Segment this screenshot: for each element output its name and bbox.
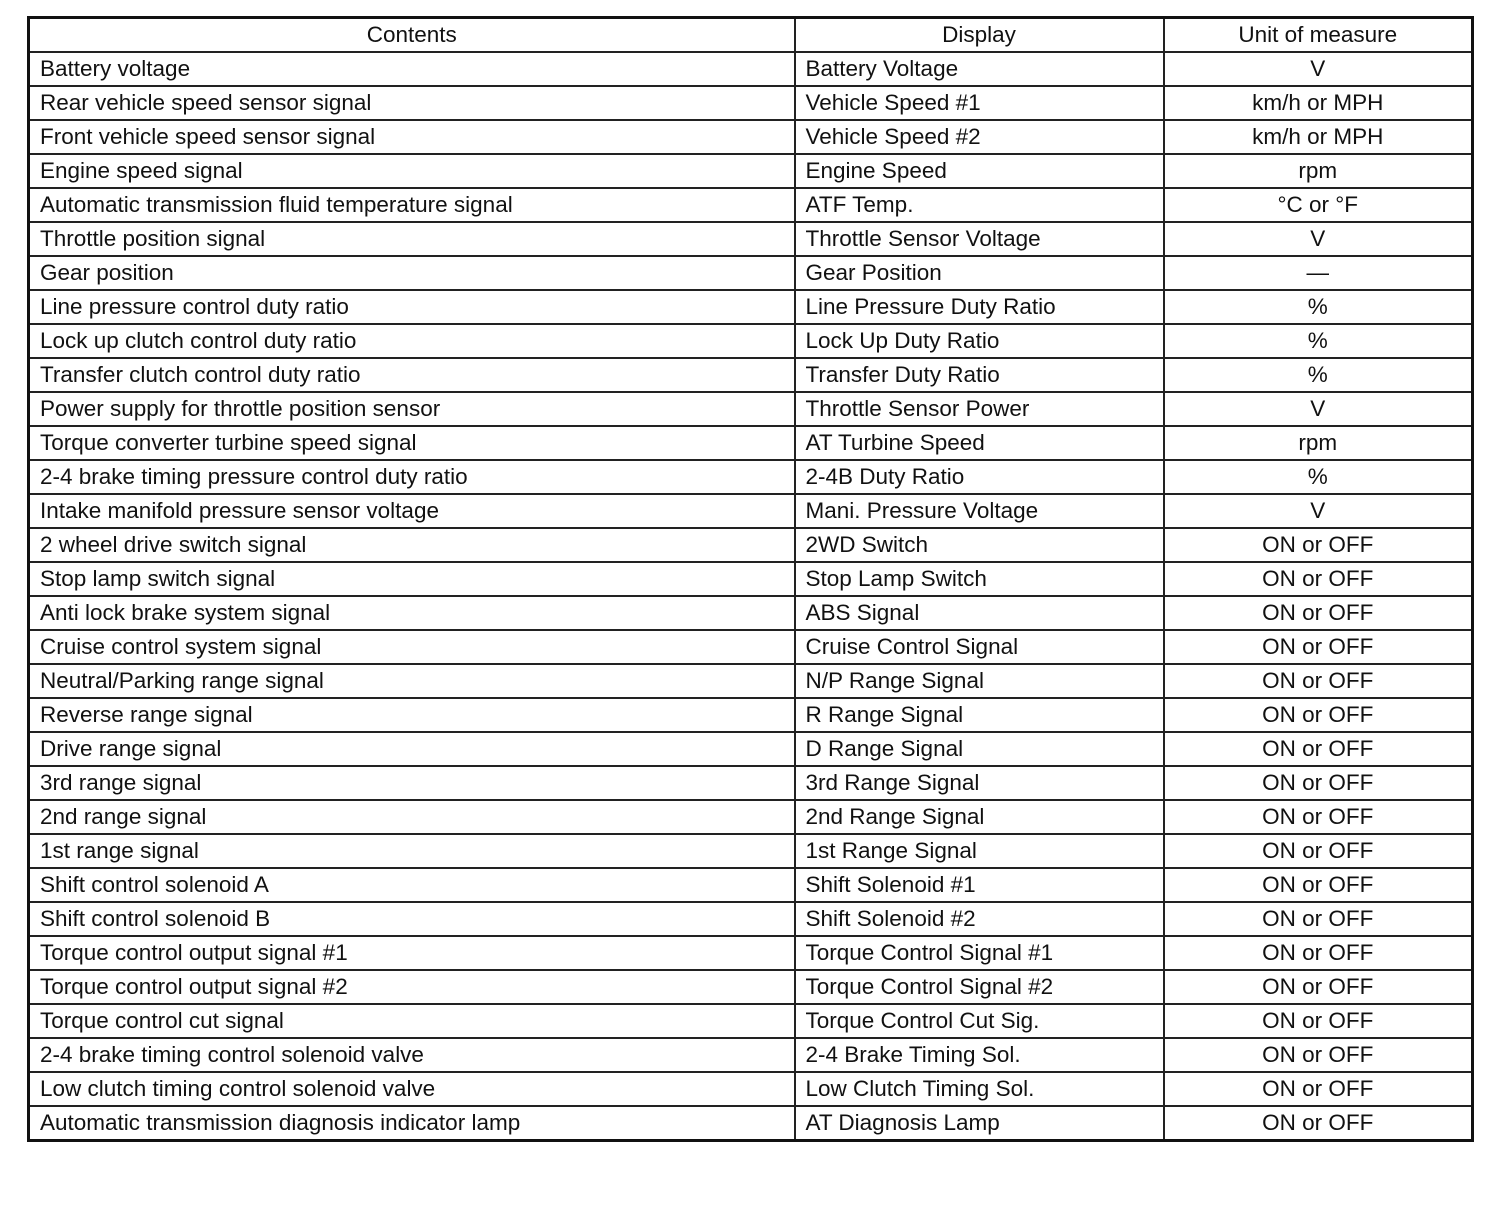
cell-display: ATF Temp. <box>795 188 1164 222</box>
cell-display: 1st Range Signal <box>795 834 1164 868</box>
cell-unit: ON or OFF <box>1164 868 1473 902</box>
cell-unit: ON or OFF <box>1164 528 1473 562</box>
cell-contents: Shift control solenoid B <box>29 902 795 936</box>
table-row <box>29 936 1473 970</box>
cell-unit: ON or OFF <box>1164 970 1473 1004</box>
cell-display: Stop Lamp Switch <box>795 562 1164 596</box>
cell-display: N/P Range Signal <box>795 664 1164 698</box>
table-row <box>29 358 1473 392</box>
cell-unit: V <box>1164 52 1473 86</box>
cell-unit: ON or OFF <box>1164 766 1473 800</box>
table-row <box>29 630 1473 664</box>
table-row <box>29 188 1473 222</box>
cell-display: Torque Control Signal #1 <box>795 936 1164 970</box>
cell-unit: % <box>1164 290 1473 324</box>
table-row <box>29 596 1473 630</box>
table-header-row <box>29 18 1473 53</box>
document-sheet <box>27 16 1471 1142</box>
cell-contents: Power supply for throttle position sensor <box>29 392 795 426</box>
cell-display: D Range Signal <box>795 732 1164 766</box>
cell-display: 2nd Range Signal <box>795 800 1164 834</box>
cell-contents: 1st range signal <box>29 834 795 868</box>
cell-unit: V <box>1164 392 1473 426</box>
cell-display: Lock Up Duty Ratio <box>795 324 1164 358</box>
cell-unit: ON or OFF <box>1164 732 1473 766</box>
cell-contents: Reverse range signal <box>29 698 795 732</box>
cell-contents: Shift control solenoid A <box>29 868 795 902</box>
cell-display: Shift Solenoid #2 <box>795 902 1164 936</box>
cell-unit: km/h or MPH <box>1164 120 1473 154</box>
cell-display: R Range Signal <box>795 698 1164 732</box>
table-row <box>29 222 1473 256</box>
cell-contents: Throttle position signal <box>29 222 795 256</box>
cell-contents: Torque control cut signal <box>29 1004 795 1038</box>
table-row <box>29 970 1473 1004</box>
cell-contents: Automatic transmission fluid temperature signal <box>29 188 795 222</box>
cell-contents: Cruise control system signal <box>29 630 795 664</box>
table-row <box>29 1072 1473 1106</box>
cell-unit: ON or OFF <box>1164 562 1473 596</box>
table-row <box>29 562 1473 596</box>
table-row <box>29 664 1473 698</box>
cell-contents: Torque control output signal #1 <box>29 936 795 970</box>
cell-unit: ON or OFF <box>1164 902 1473 936</box>
table-row <box>29 154 1473 188</box>
cell-contents: Transfer clutch control duty ratio <box>29 358 795 392</box>
cell-contents: Intake manifold pressure sensor voltage <box>29 494 795 528</box>
cell-display: 2-4 Brake Timing Sol. <box>795 1038 1164 1072</box>
cell-display: Low Clutch Timing Sol. <box>795 1072 1164 1106</box>
cell-unit: ON or OFF <box>1164 698 1473 732</box>
cell-unit: % <box>1164 358 1473 392</box>
cell-unit: °C or °F <box>1164 188 1473 222</box>
cell-unit: ON or OFF <box>1164 664 1473 698</box>
header-display: Display <box>795 18 1164 53</box>
cell-display: Torque Control Cut Sig. <box>795 1004 1164 1038</box>
cell-contents: Stop lamp switch signal <box>29 562 795 596</box>
table-row <box>29 732 1473 766</box>
monitor-items-table <box>27 16 1474 1142</box>
cell-display: AT Turbine Speed <box>795 426 1164 460</box>
table-row <box>29 324 1473 358</box>
cell-display: 2WD Switch <box>795 528 1164 562</box>
table-row <box>29 86 1473 120</box>
table-row <box>29 392 1473 426</box>
table-row <box>29 902 1473 936</box>
cell-unit: V <box>1164 222 1473 256</box>
cell-unit: — <box>1164 256 1473 290</box>
cell-unit: % <box>1164 460 1473 494</box>
cell-unit: ON or OFF <box>1164 834 1473 868</box>
table-row <box>29 426 1473 460</box>
table-row <box>29 868 1473 902</box>
cell-contents: Front vehicle speed sensor signal <box>29 120 795 154</box>
cell-display: Shift Solenoid #1 <box>795 868 1164 902</box>
header-contents: Contents <box>29 18 795 53</box>
cell-unit: ON or OFF <box>1164 630 1473 664</box>
cell-display: Gear Position <box>795 256 1164 290</box>
table-row <box>29 1004 1473 1038</box>
cell-unit: V <box>1164 494 1473 528</box>
cell-display: Transfer Duty Ratio <box>795 358 1164 392</box>
cell-contents: Drive range signal <box>29 732 795 766</box>
cell-unit: rpm <box>1164 154 1473 188</box>
cell-contents: Gear position <box>29 256 795 290</box>
table-row <box>29 460 1473 494</box>
cell-display: Line Pressure Duty Ratio <box>795 290 1164 324</box>
table-row <box>29 698 1473 732</box>
table-row <box>29 1106 1473 1141</box>
cell-display: Vehicle Speed #1 <box>795 86 1164 120</box>
cell-display: AT Diagnosis Lamp <box>795 1106 1164 1141</box>
cell-display: Throttle Sensor Power <box>795 392 1164 426</box>
cell-display: ABS Signal <box>795 596 1164 630</box>
table-row <box>29 52 1473 86</box>
cell-unit: ON or OFF <box>1164 1072 1473 1106</box>
cell-contents: Battery voltage <box>29 52 795 86</box>
cell-contents: Torque converter turbine speed signal <box>29 426 795 460</box>
cell-contents: Engine speed signal <box>29 154 795 188</box>
table-row <box>29 290 1473 324</box>
cell-unit: rpm <box>1164 426 1473 460</box>
header-unit: Unit of measure <box>1164 18 1473 53</box>
cell-display: Vehicle Speed #2 <box>795 120 1164 154</box>
table-row <box>29 766 1473 800</box>
cell-unit: ON or OFF <box>1164 1106 1473 1141</box>
cell-contents: 2 wheel drive switch signal <box>29 528 795 562</box>
cell-display: Engine Speed <box>795 154 1164 188</box>
cell-display: 2-4B Duty Ratio <box>795 460 1164 494</box>
cell-contents: 3rd range signal <box>29 766 795 800</box>
cell-display: Torque Control Signal #2 <box>795 970 1164 1004</box>
table-row <box>29 494 1473 528</box>
cell-contents: Automatic transmission diagnosis indicator lamp <box>29 1106 795 1141</box>
cell-display: 3rd Range Signal <box>795 766 1164 800</box>
cell-unit: km/h or MPH <box>1164 86 1473 120</box>
cell-contents: Line pressure control duty ratio <box>29 290 795 324</box>
cell-contents: Lock up clutch control duty ratio <box>29 324 795 358</box>
cell-unit: ON or OFF <box>1164 800 1473 834</box>
table-row <box>29 800 1473 834</box>
cell-unit: % <box>1164 324 1473 358</box>
table-row <box>29 528 1473 562</box>
cell-contents: Low clutch timing control solenoid valve <box>29 1072 795 1106</box>
cell-contents: 2nd range signal <box>29 800 795 834</box>
cell-contents: 2-4 brake timing control solenoid valve <box>29 1038 795 1072</box>
cell-contents: 2-4 brake timing pressure control duty ratio <box>29 460 795 494</box>
table-row <box>29 120 1473 154</box>
cell-display: Cruise Control Signal <box>795 630 1164 664</box>
table-row <box>29 256 1473 290</box>
cell-contents: Anti lock brake system signal <box>29 596 795 630</box>
cell-unit: ON or OFF <box>1164 596 1473 630</box>
cell-display: Mani. Pressure Voltage <box>795 494 1164 528</box>
cell-contents: Rear vehicle speed sensor signal <box>29 86 795 120</box>
cell-display: Throttle Sensor Voltage <box>795 222 1164 256</box>
table-body <box>29 52 1473 1141</box>
cell-display: Battery Voltage <box>795 52 1164 86</box>
table-row <box>29 834 1473 868</box>
cell-unit: ON or OFF <box>1164 936 1473 970</box>
cell-contents: Neutral/Parking range signal <box>29 664 795 698</box>
cell-unit: ON or OFF <box>1164 1038 1473 1072</box>
table-row <box>29 1038 1473 1072</box>
cell-contents: Torque control output signal #2 <box>29 970 795 1004</box>
cell-unit: ON or OFF <box>1164 1004 1473 1038</box>
